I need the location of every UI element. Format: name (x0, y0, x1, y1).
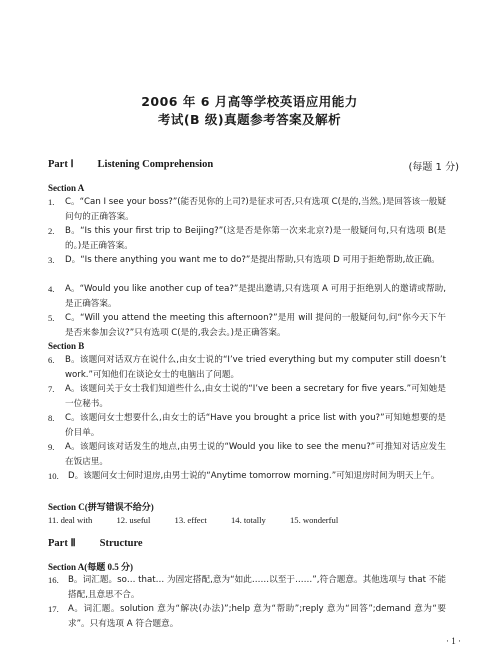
item-number: 5. (48, 313, 55, 323)
answer-15: 15. wonderful (290, 515, 339, 525)
item-number: 7. (48, 384, 55, 394)
answer-item-10 (48, 469, 446, 484)
item-text: B。词汇题。so… that… 为固定搭配,意为“如此……以至于……”,符合题意。其他选项与 that 不能搭配,且意思不合。 (68, 575, 446, 600)
part-1-title: Listening Comprehension (97, 159, 214, 170)
item-number: 4. (48, 284, 55, 294)
answer-item-5 (48, 311, 446, 340)
item-text: D。“Is there anything you want me to do?”是提出帮助,只有选项 D 可用于拒绝帮助,故正确。 (65, 255, 440, 265)
item-text: A。“Would you like another cup of tea?”是提出邀请,只有选项 A 可用于拒绝别人的邀请或帮助,是正确答案。 (65, 284, 446, 309)
page-number: · 1 · (446, 636, 461, 646)
answer-item-7 (48, 382, 446, 411)
item-number: 10. (48, 471, 59, 481)
item-number: 8. (48, 413, 55, 423)
item-number: 9. (48, 442, 55, 452)
item-text: A。词汇题。solution 意为“解决(办法)”;help 意为“帮助”;reply 意为“回答”;demand 意为“要求”。只有选项 A 符合题意。 (68, 604, 446, 629)
item-number: 2. (48, 226, 55, 236)
section-a-heading: Section A (48, 183, 85, 193)
item-text: B。该题问对话双方在说什么,由女士说的“I’ve tried everything but my computer still doesn’t work.”可知他们在谈论女士的电脑出了问题。 (65, 355, 446, 380)
answer-item-4 (48, 282, 446, 311)
answer-item-17 (48, 602, 446, 631)
section-c-heading: Section C(拼写错误不给分) (48, 502, 154, 512)
item-number: 16. (48, 575, 59, 585)
part-2-heading (48, 537, 143, 549)
document-title-line-1: 2006 年 6 月高等学校英语应用能力 (141, 94, 358, 109)
part-1-heading (48, 158, 213, 170)
item-number: 3. (48, 255, 55, 265)
answer-item-2 (48, 224, 446, 253)
part-1-score: (每题 1 分) (408, 162, 459, 173)
answer-item-16 (48, 573, 446, 602)
answer-item-9 (48, 440, 446, 469)
part-2-title: Structure (99, 538, 143, 549)
section-c-answers (48, 515, 360, 525)
item-text: C。“Will you attend the meeting this afternoon?”是用 will 提问的一般疑问句,问“你今天下午是否来参加会议?”只有选项 C(是的,我会去。)是正确答案。 (65, 313, 446, 338)
item-text: A。该题问关于女士我们知道些什么,由女士说的“I’ve been a secretary for five years.”可知她是一位秘书。 (65, 384, 446, 409)
item-number: 17. (48, 604, 59, 614)
item-text: C。“Can I see your boss?”(能否见你的上司?)是征求可否,只有选项 C(是的,当然。)是回答该一般疑问句的正确答案。 (65, 197, 446, 222)
part-2-label: Part Ⅱ (48, 538, 76, 549)
answer-item-8 (48, 411, 446, 440)
section-b-heading: Section B (48, 341, 85, 351)
item-number: 1. (48, 197, 55, 207)
part-1-label: Part Ⅰ (48, 159, 74, 170)
item-text: A。该题问该对话发生的地点,由男士说的“Would you like to see the menu?”可推知对话应发生在饭店里。 (65, 442, 446, 467)
section-a2-heading: Section A(每题 0.5 分) (48, 562, 133, 572)
document-title-line-2: 考试(B 级)真题参考答案及解析 (157, 112, 342, 127)
item-text: D。该题问女士何时退房,由男士说的“Anytime tomorrow morning.”可知退房时间为明天上午。 (68, 471, 440, 481)
item-number: 6. (48, 355, 55, 365)
answer-item-6 (48, 353, 446, 382)
answer-13: 13. effect (174, 515, 207, 525)
item-text: C。该题问女士想要什么,由女士的话“Have you brought a price list with you?”可知她想要的是价目单。 (65, 413, 446, 438)
answer-14: 14. totally (230, 515, 266, 525)
item-text: B。“Is this your first trip to Beijing?”(这是否是你第一次来北京?)是一般疑问句,只有选项 B(是的。)是正确答案。 (65, 226, 446, 251)
answer-item-1 (48, 195, 446, 224)
answer-item-3 (48, 253, 446, 268)
answer-11: 11. deal with (48, 515, 93, 525)
answer-12: 12. useful (116, 515, 151, 525)
